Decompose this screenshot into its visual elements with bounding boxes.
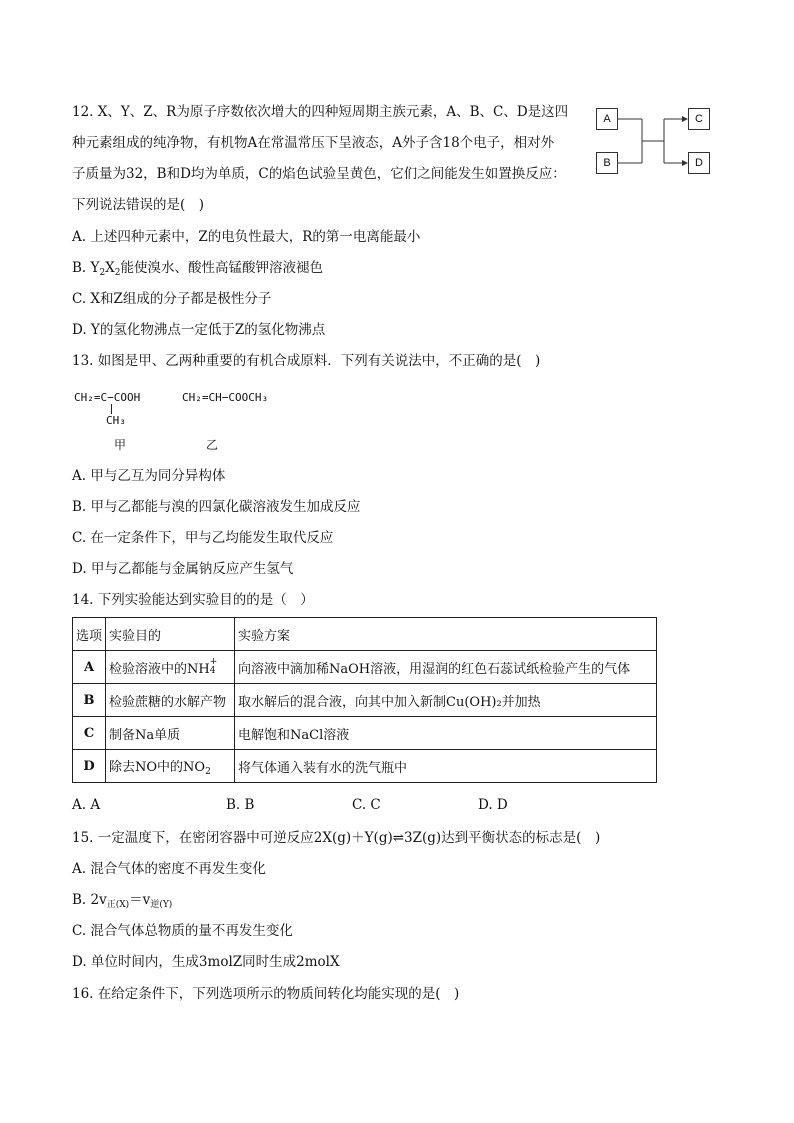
q13-stem: 13. 如图是甲、乙两种重要的有机合成原料．下列有关说法中，不正确的是( )	[72, 353, 541, 369]
table-header-row	[73, 618, 657, 651]
header-goal: 实验目的	[106, 618, 235, 651]
q12-option-d: D. Y的氢化物沸点一定低于Z的氢化物沸点	[72, 322, 326, 338]
formula-jia-branch: CH₃	[106, 414, 126, 427]
q12-option-a: A. 上述四种元素中，Z的电负性最大，R的第一电离能最小	[72, 229, 421, 245]
row-plan: 向溶液中滴加稀NaOH溶液，用湿润的红色石蕊试纸检验产生的气体	[235, 651, 657, 684]
formula-jia-bond	[111, 404, 112, 414]
formula-x: X	[105, 260, 115, 276]
q14-answer-d: D. D	[478, 797, 508, 813]
row-plan: 取水解后的混合液，向其中加入新制Cu(OH)₂并加热	[235, 684, 657, 717]
table-row	[73, 651, 657, 684]
q12-stem-line-1: 12. X、Y、Z、R为原子序数依次增大的四种短周期主族元素，A、B、C、D是这四	[72, 104, 569, 120]
table-row	[73, 750, 657, 783]
q12-stem-line-4: 下列说法错误的是( )	[72, 197, 205, 213]
diagram-box-a: A	[596, 108, 618, 130]
row-option: C	[73, 717, 106, 750]
goal-text: 检验溶液中的NH	[109, 661, 210, 677]
q15-option-c: C. 混合气体总物质的量不再发生变化	[72, 923, 293, 939]
q13-option-b: B. 甲与乙都能与溴的四氯化碳溶液发生加成反应	[72, 499, 361, 515]
row-plan: 电解饱和NaCl溶液	[235, 717, 657, 750]
diagram-box-d: D	[688, 152, 710, 174]
q12-option-b	[72, 258, 323, 283]
row-goal	[106, 750, 235, 783]
row-goal	[106, 651, 235, 684]
option-prefix: B. 2v	[72, 892, 107, 908]
q12-option-c: C. X和Z组成的分子都是极性分子	[72, 291, 272, 307]
q14-stem: 14. 下列实验能达到实验目的的是（ ）	[72, 592, 314, 608]
row-option: A	[73, 651, 106, 684]
formula-jia: CH₂=C−COOH	[74, 391, 141, 404]
option-text: 能使溴水、酸性高锰酸钾溶液褪色	[120, 260, 324, 276]
diagram-box-b: B	[596, 152, 618, 174]
table-row	[73, 717, 657, 750]
formula-subscript: 2	[99, 268, 106, 278]
row-goal: 检验蔗糖的水解产物	[106, 684, 235, 717]
diagram-arrows	[596, 108, 716, 180]
q13-option-d: D. 甲与乙都能与金属钠反应产生氢气	[72, 561, 294, 577]
diagram-box-c: C	[688, 108, 710, 130]
q15-option-a: A. 混合气体的密度不再发生变化	[72, 861, 266, 877]
rate-subscript: 逆(Y)	[150, 900, 173, 910]
row-option: D	[73, 750, 106, 783]
q14-answer-c: C. C	[352, 797, 381, 813]
q13-option-c: C. 在一定条件下，甲与乙均能发生取代反应	[72, 530, 334, 546]
ion-superscript: +	[209, 656, 218, 667]
header-plan: 实验方案	[235, 618, 657, 651]
label-yi: 乙	[206, 438, 219, 452]
row-option: B	[73, 684, 106, 717]
q15-option-b	[72, 890, 172, 915]
option-text: ＝v	[129, 892, 151, 908]
formula-y: Y	[90, 260, 100, 276]
ion-subscript: 4	[209, 665, 216, 676]
label-jia: 甲	[114, 438, 127, 452]
formula-subscript: 2	[114, 268, 121, 278]
header-option: 选项	[73, 618, 106, 651]
ion-charge	[209, 656, 218, 676]
q14-answer-b: B. B	[226, 797, 255, 813]
q15-option-d: D. 单位时间内，生成3molZ同时生成2molX	[72, 954, 340, 970]
q12-stem-line-3: 子质量为32，B和D均为单质，C的焰色试验呈黄色，它们之间能发生如置换反应：	[72, 166, 566, 182]
q14-answer-a: A. A	[72, 797, 101, 813]
q15-stem: 15. 一定温度下，在密闭容器中可逆反应2X(g)＋Y(g)⇌3Z(g)达到平衡状态的标志是( )	[72, 830, 601, 846]
table-row	[73, 684, 657, 717]
formula-subscript: 2	[205, 766, 211, 777]
q13-option-a: A. 甲与乙互为同分异构体	[72, 468, 226, 484]
reaction-diagram	[596, 108, 716, 180]
rate-subscript: 正(X)	[106, 900, 130, 910]
row-goal: 制备Na单质	[106, 717, 235, 750]
q16-stem: 16. 在给定条件下，下列选项所示的物质间转化均能实现的是( )	[72, 986, 460, 1002]
option-prefix: B.	[72, 260, 91, 276]
row-plan: 将气体通入装有水的洗气瓶中	[235, 750, 657, 783]
q12-stem-line-2: 种元素组成的纯净物，有机物A在常温常压下呈液态，A外子含18个电子，相对外	[72, 135, 555, 151]
formula-yi: CH₂=CH−COOCH₃	[182, 391, 269, 404]
experiment-table	[72, 617, 657, 783]
goal-text: 除去NO中的NO	[109, 759, 206, 775]
